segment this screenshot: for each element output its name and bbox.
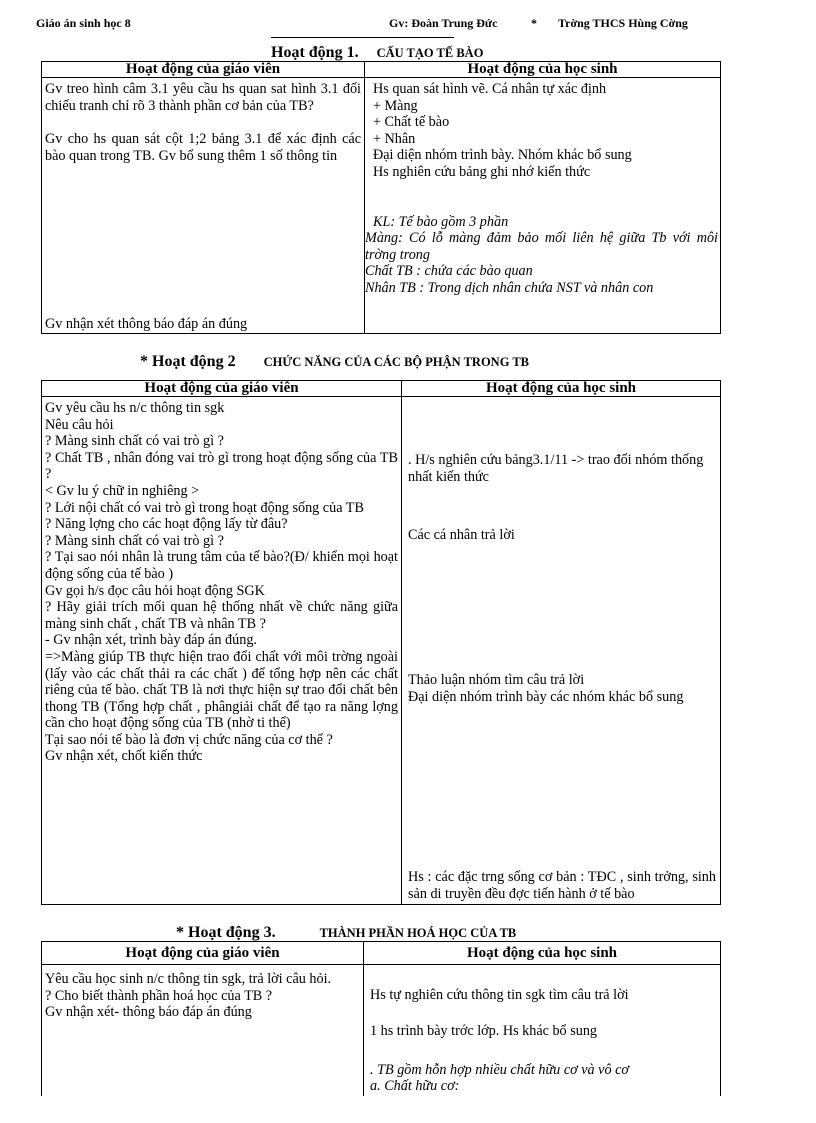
activity-1-conclusion-line: Màng: Có lỗ màng đảm bảo mối liên hệ giữa Tb với môi trờng trong xyxy=(365,230,718,263)
activity-2-col-teacher: Hoạt động của giáo viên xyxy=(42,381,402,397)
activity-1-student-cell xyxy=(365,78,721,334)
activity-1-student-line: + Chất tế bào xyxy=(373,114,450,131)
activity-2-table xyxy=(41,380,721,905)
activity-1-teacher-line: Gv nhận xét thông báo đáp án đúng xyxy=(45,316,248,333)
activity-1-teacher-line: Gv treo hình câm 3.1 yêu cầu hs quan sat hình 3.1 đối chiếu tranh chỉ rõ 3 thành phần cơ bản của TB? xyxy=(45,81,361,114)
activity-2-teacher-line: ? Lới nội chất có vai trò gì trong hoạt động sống của TB xyxy=(45,499,364,516)
header-star: * xyxy=(531,16,537,30)
activity-2-teacher-line: ? Màng sinh chất có vai trò gì ? xyxy=(45,433,224,450)
activity-3-heading xyxy=(176,924,516,942)
activity-2-teacher-line: ? Hãy giải trích mối quan hệ thống nhất về chức năng giữa màng sinh chất , chất TB và nhân TB ? xyxy=(45,599,398,632)
activity-1-header-row xyxy=(42,62,721,78)
activity-2-student-line: Các cá nhân trả lời xyxy=(408,527,515,543)
activity-1-student-line: Hs nghiên cứu bảng ghi nhớ kiến thức xyxy=(373,163,591,180)
activity-3-header-row xyxy=(42,942,721,965)
activity-1-teacher-cell xyxy=(42,78,365,334)
activity-3-subtitle: THÀNH PHẦN HOÁ HỌC CỦA TB xyxy=(319,926,517,940)
activity-2-teacher-line: ? Tại sao nói nhân là trung tâm của tế bào?(Đ/ khiển mọi hoạt động sống của tế bào ) xyxy=(45,549,398,582)
activity-2-student-line: Thảo luận nhóm tìm câu trả lời xyxy=(408,672,585,688)
activity-3-teacher-line: Yêu cầu học sinh n/c thông tin sgk, trả lời câu hỏi. xyxy=(45,971,332,987)
activity-3-student-line: Hs tự nghiên cứu thông tin sgk tìm câu trả lời xyxy=(370,987,629,1003)
activity-2-teacher-line: < Gv lu ý chữ in nghiêng > xyxy=(45,482,200,499)
activity-2-col-student: Hoạt động của học sinh xyxy=(402,381,721,397)
activity-2-teacher-line: Tại sao nói tế bào là đơn vị chức năng của cơ thể ? xyxy=(45,731,333,748)
activity-3-student-line: a. Chất hữu cơ: xyxy=(370,1078,460,1094)
header-divider xyxy=(271,37,454,38)
activity-2-student-line: Hs : các đặc trng sống cơ bản : TĐC , sinh trởng, sinh sản di truyền đều đợc tiến hành ở tế bào xyxy=(408,869,716,902)
activity-2-heading xyxy=(140,353,529,371)
activity-1-col-student: Hoạt động của học sinh xyxy=(365,62,721,78)
activity-3-col-student: Hoạt động của học sinh xyxy=(364,942,721,965)
activity-3-col-teacher: Hoạt động của giáo viên xyxy=(42,942,364,965)
activity-3-teacher-line: Gv nhận xét- thông báo đáp án đúng xyxy=(45,1004,252,1021)
activity-1-heading xyxy=(271,44,483,62)
activity-1-subtitle: CẤU TẠO TẾ BÀO xyxy=(376,46,484,60)
activity-2-student-line: . H/s nghiên cứu bảng3.1/11 -> trao đổi nhóm thống nhất kiến thức xyxy=(408,452,704,485)
activity-2-teacher-line: Gv gọi h/s đọc câu hỏi hoạt động SGK xyxy=(45,582,265,599)
header-subject: Giáo án sinh học 8 xyxy=(36,16,131,30)
activity-1-col-teacher: Hoạt động của giáo viên xyxy=(42,62,365,78)
activity-1-student-line: Hs quan sát hình vẽ. Cá nhân tự xác định xyxy=(373,81,607,97)
activity-2-teacher-line: ? Chất TB , nhân đóng vai trò gì trong hoạt động sống của TB ? xyxy=(45,449,398,483)
activity-2-teacher-line: Gv nhận xét, chốt kiến thức xyxy=(45,748,203,765)
activity-3-teacher-cell xyxy=(42,965,364,1097)
activity-2-student-line: Đại diện nhóm trình bày các nhóm khác bổ sung xyxy=(408,688,684,705)
activity-3-table xyxy=(41,941,721,1096)
activity-1-conclusion-line: KL: Tế bào gồm 3 phần xyxy=(373,213,509,230)
activity-3-student-cell xyxy=(364,965,721,1097)
activity-2-teacher-line: ? Màng sinh chất có vai trò gì ? xyxy=(45,532,224,549)
activity-3-body-row xyxy=(42,965,721,1097)
activity-2-student-cell xyxy=(402,397,721,905)
activity-1-table xyxy=(41,61,721,334)
activity-2-teacher-cell xyxy=(42,397,402,905)
activity-1-teacher-line: Gv cho hs quan sát cột 1;2 bảng 3.1 để xác định các bào quan trong TB. Gv bổ sung thêm 1 số thông tin xyxy=(45,131,361,164)
activity-2-title: * Hoạt động 2 xyxy=(140,353,236,370)
activity-2-teacher-line: ? Năng lợng cho các hoạt động lấy từ đâu? xyxy=(45,516,288,533)
activity-3-student-line: . TB gồm hỗn hợp nhiều chất hữu cơ và vô cơ xyxy=(370,1062,629,1078)
activity-2-body-row xyxy=(42,397,721,905)
activity-2-header-row xyxy=(42,381,721,397)
activity-1-student-line: + Nhân xyxy=(373,130,416,147)
activity-1-conclusion-line: Chất TB : chứa các bào quan xyxy=(365,263,533,280)
activity-1-student-line: Đại diện nhóm trình bày. Nhóm khác bổ sung xyxy=(373,147,632,164)
header-school: Trờng THCS Hùng Cờng xyxy=(558,16,688,30)
header-teacher: Gv: Đoàn Trung Đức xyxy=(389,16,498,30)
activity-1-conclusion-line: Nhân TB : Trong dịch nhân chứa NST và nhân con xyxy=(365,279,654,296)
activity-1-title: Hoạt động 1. xyxy=(271,44,359,61)
activity-1-body-row xyxy=(42,78,721,334)
activity-2-teacher-line: Gv yêu cầu hs n/c thông tin sgk xyxy=(45,400,225,416)
activity-2-teacher-line: Nêu câu hỏi xyxy=(45,416,114,433)
activity-3-student-line: 1 hs trình bày trớc lớp. Hs khác bổ sung xyxy=(370,1023,597,1039)
activity-2-teacher-line: - Gv nhận xét, trình bày đáp án đúng. xyxy=(45,632,257,649)
activity-2-subtitle: CHỨC NĂNG CỦA CÁC BỘ PHẬN TRONG TB xyxy=(263,355,529,369)
activity-3-teacher-line: ? Cho biết thành phần hoá học của TB ? xyxy=(45,987,273,1004)
activity-2-teacher-line: =>Màng giúp TB thực hiện trao đổi chất với môi trờng ngoài (lấy vào các chất thải ra các chất ) để tổng hợp nên các chất riêng của tế bào. chất TB là nơi thực hiện sự trao đổi chất bên thong TB (Tổng hợp chất , phângiải chất để tạo ra năng lợng cần cho hoạt động sống của TB (nhờ ti thể) xyxy=(45,648,398,732)
activity-3-title: * Hoạt động 3. xyxy=(176,924,276,941)
activity-1-student-line: + Màng xyxy=(373,97,418,114)
